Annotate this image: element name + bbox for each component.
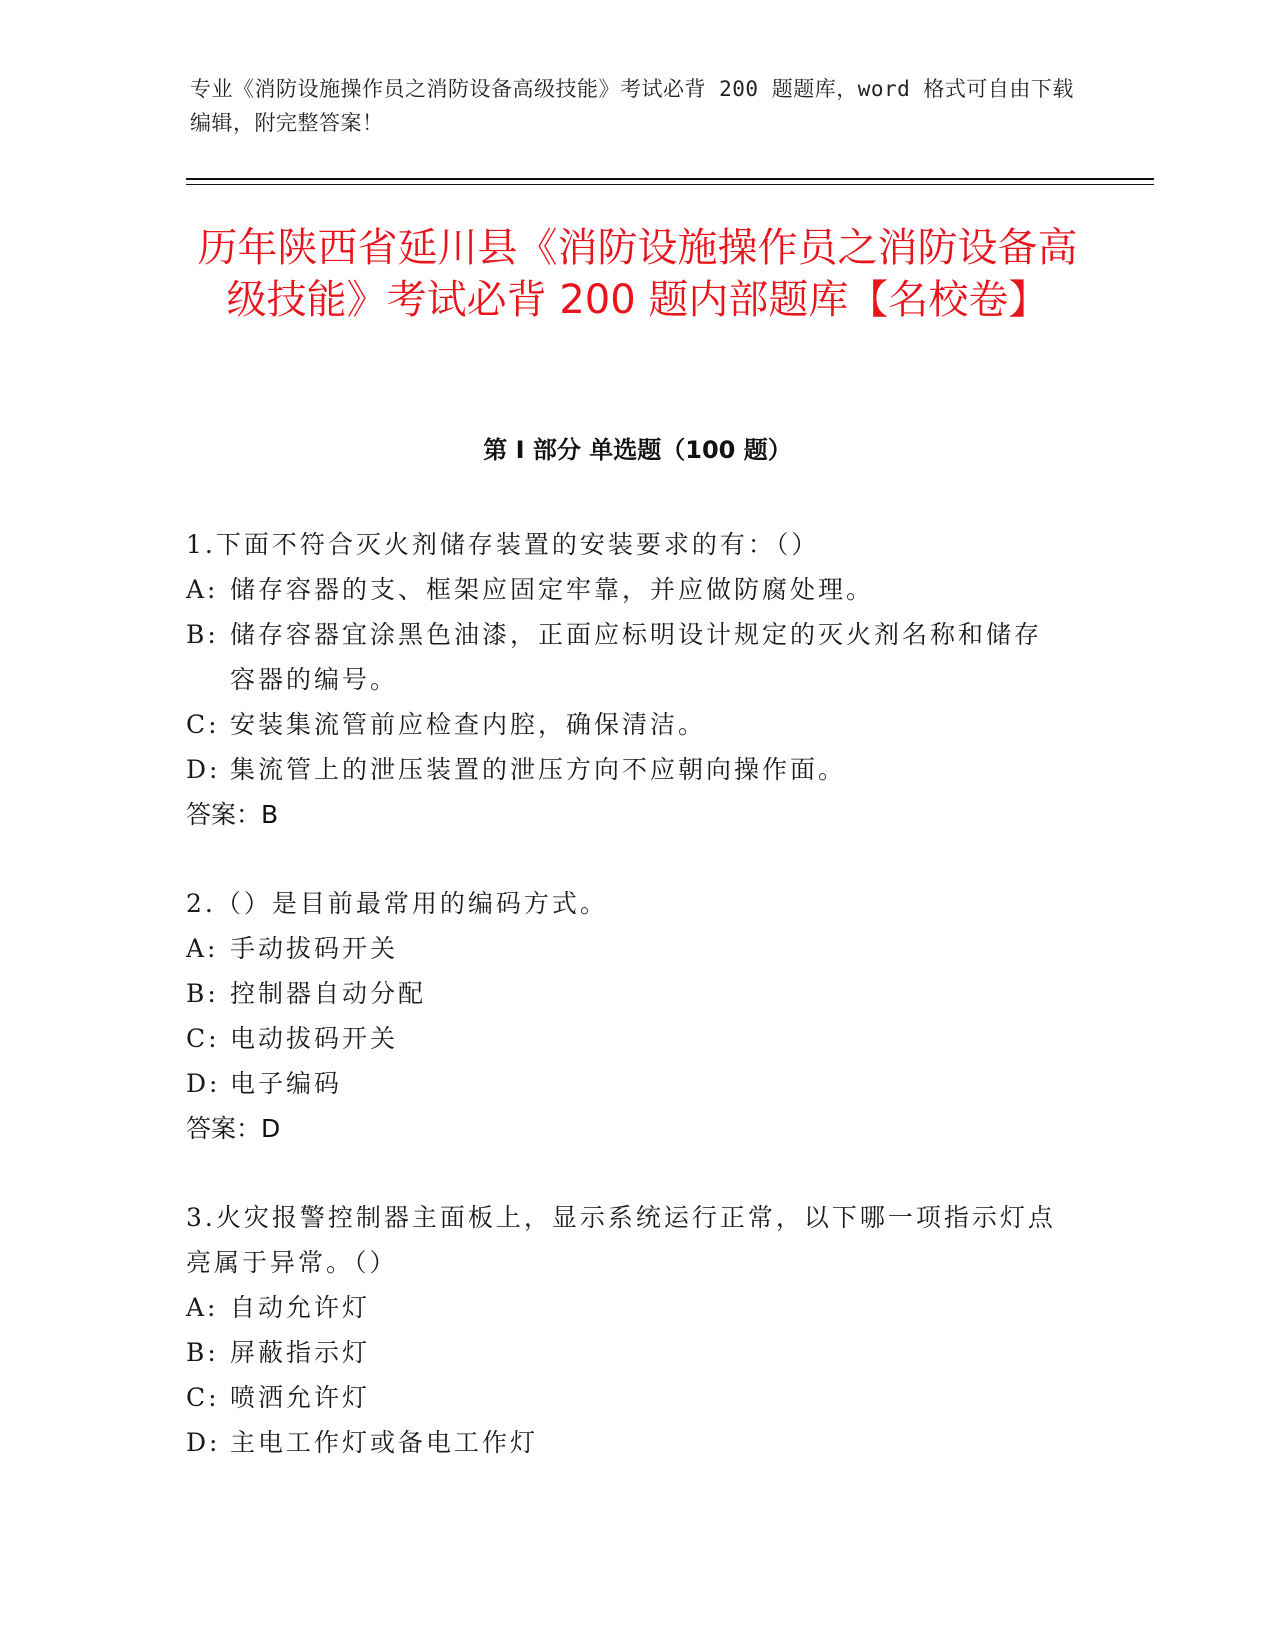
option-text: 储存容器宜涂黑色油漆，正面应标明设计规定的灭火剂名称和储存容器的编号。 (230, 620, 1043, 694)
answer-value: D (261, 1114, 281, 1143)
section-title: 第 I 部分 单选题（100 题） (483, 436, 792, 464)
option-letter: C: (186, 1024, 220, 1053)
option-letter: D: (186, 755, 221, 784)
option-letter: D: (186, 1069, 221, 1098)
option-b (186, 612, 1066, 702)
answer-label: 答案： (186, 1114, 262, 1143)
question-item (186, 881, 1066, 1151)
option-text: 屏蔽指示灯 (230, 1338, 371, 1367)
option-d (186, 747, 1066, 792)
answer-label: 答案： (186, 800, 262, 829)
option-letter: D: (186, 1428, 221, 1457)
question-stem: 2.（）是目前最常用的编码方式。 (186, 889, 608, 918)
option-letter: C: (186, 710, 220, 739)
option-letter: B: (186, 1338, 219, 1367)
option-a (186, 1285, 1066, 1330)
option-a (186, 567, 1066, 612)
question-stem: 1.下面不符合灭火剂储存装置的安装要求的有：（） (186, 530, 820, 559)
option-b (186, 971, 1066, 1016)
header-divider-thin (186, 184, 1154, 185)
document-title: 历年陕西省延川县《消防设施操作员之消防设备高级技能》考试必背 200 题内部题库【名校卷】 (197, 225, 1078, 323)
header-divider-thick (186, 178, 1154, 180)
option-d (186, 1420, 1066, 1465)
option-text: 集流管上的泄压装置的泄压方向不应朝向操作面。 (230, 755, 847, 784)
question-item (186, 1195, 1066, 1465)
option-b (186, 1330, 1066, 1375)
option-text: 电动拔码开关 (230, 1024, 399, 1053)
answer-value: B (261, 800, 279, 829)
option-text: 自动允许灯 (230, 1293, 371, 1322)
option-c (186, 702, 1066, 747)
option-text: 手动拔码开关 (230, 934, 399, 963)
option-c (186, 1016, 1066, 1061)
option-letter: A: (186, 575, 219, 604)
header-note: 专业《消防设施操作员之消防设备高级技能》考试必背 200 题题库，word 格式可自由下载编辑，附完整答案！ (190, 77, 1074, 135)
option-letter: C: (186, 1383, 220, 1412)
option-text: 喷洒允许灯 (230, 1383, 371, 1412)
question-item (186, 522, 1066, 837)
option-text: 安装集流管前应检查内腔，确保清洁。 (230, 710, 707, 739)
option-letter: A: (186, 1293, 219, 1322)
question-list (186, 522, 1066, 1509)
answer-line (186, 1106, 1066, 1151)
option-text: 电子编码 (230, 1069, 343, 1098)
answer-line (186, 792, 1066, 837)
option-d (186, 1061, 1066, 1106)
option-a (186, 926, 1066, 971)
option-letter: B: (186, 620, 219, 649)
option-text: 储存容器的支、框架应固定牢靠，并应做防腐处理。 (230, 575, 875, 604)
option-letter: B: (186, 979, 219, 1008)
option-text: 主电工作灯或备电工作灯 (230, 1428, 539, 1457)
option-letter: A: (186, 934, 219, 963)
option-text: 控制器自动分配 (230, 979, 427, 1008)
question-stem: 3.火灾报警控制器主面板上，显示系统运行正常，以下哪一项指示灯点亮属于异常。（） (186, 1203, 1056, 1277)
option-c (186, 1375, 1066, 1420)
